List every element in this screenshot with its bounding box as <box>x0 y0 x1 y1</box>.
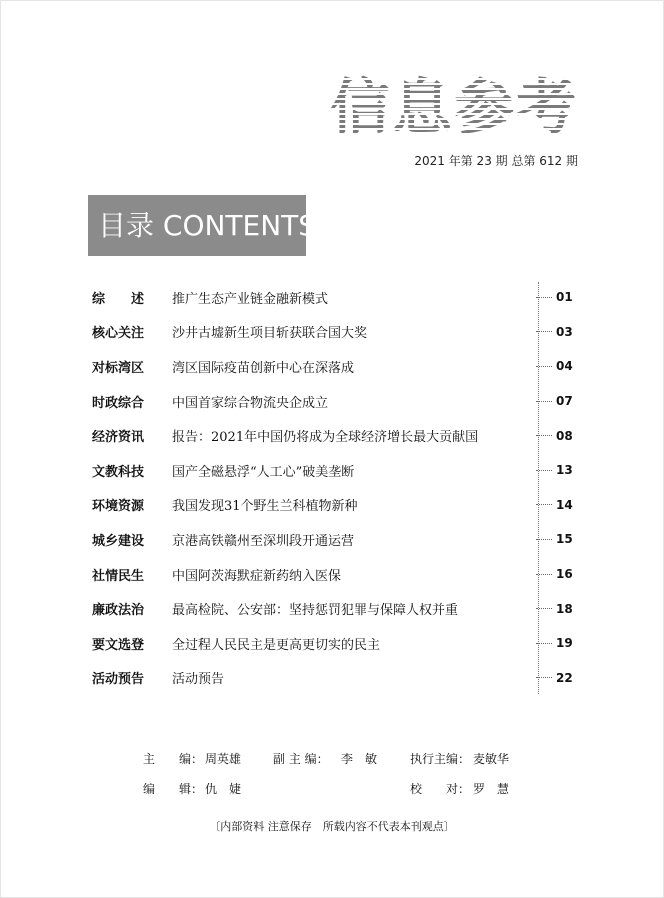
toc-page-number: 01 <box>556 290 573 305</box>
toc-section-label: 综 述 <box>92 291 145 307</box>
toc-leader-dots <box>536 331 552 332</box>
toc-leader-dots <box>536 504 552 505</box>
contents-banner: 目录 CONTENTS <box>88 195 306 256</box>
toc-page-number: 13 <box>556 463 573 478</box>
toc-section-label: 社情民生 <box>92 568 145 584</box>
toc-page-number: 16 <box>556 567 573 582</box>
toc-leader-dots <box>536 539 552 540</box>
writer-name: 仇 婕 <box>205 782 242 796</box>
toc-article-title[interactable]: 京港高铁赣州至深圳段开通运营 <box>172 533 355 549</box>
toc-article-title[interactable]: 最高检院、公安部：坚持惩罚犯罪与保障人权并重 <box>172 603 459 619</box>
toc-row[interactable] <box>92 488 582 523</box>
toc-row[interactable] <box>92 626 582 661</box>
toc-article-title[interactable]: 活动预告 <box>172 672 225 688</box>
toc-leader-dots <box>536 608 552 609</box>
proofreader-name: 罗 慧 <box>473 782 510 796</box>
toc-leader-dots <box>536 643 552 644</box>
proofreader-label: 校 对： <box>410 782 471 796</box>
toc-page-number: 15 <box>556 532 573 547</box>
toc-section-label: 对标湾区 <box>92 360 145 376</box>
toc-leader-dots <box>536 366 552 367</box>
writer-label: 编 辑： <box>143 782 204 796</box>
toc-row[interactable] <box>92 315 582 350</box>
toc-page-number: 18 <box>556 601 573 616</box>
toc-article-title[interactable]: 报告：2021年中国仍将成为全球经济增长最大贡献国 <box>172 430 479 446</box>
toc-article-title[interactable]: 中国阿茨海默症新药纳入医保 <box>172 568 342 584</box>
toc-section-label: 城乡建设 <box>92 533 145 549</box>
toc-leader-dots <box>536 677 552 678</box>
toc-article-title[interactable]: 中国首家综合物流央企成立 <box>172 395 329 411</box>
deputy-editor-name: 李 敏 <box>341 752 378 766</box>
executive-editor-label: 执行主编： <box>410 752 471 766</box>
toc-article-title[interactable]: 全过程人民民主是更高更切实的民主 <box>172 637 381 653</box>
toc-row[interactable] <box>92 280 582 315</box>
toc-row[interactable] <box>92 661 582 696</box>
editor-name: 周英雄 <box>205 752 242 766</box>
toc-section-label: 环境资源 <box>92 499 145 515</box>
toc-article-title[interactable]: 湾区国际疫苗创新中心在深落成 <box>172 360 355 376</box>
toc-leader-dots <box>536 435 552 436</box>
toc-leader-dots <box>536 401 552 402</box>
toc-page-number: 03 <box>556 324 573 339</box>
toc-section-label: 廉政法治 <box>92 603 145 619</box>
toc-section-label: 时政综合 <box>92 395 145 411</box>
toc-section-label: 核心关注 <box>92 326 145 342</box>
credit-row-1 <box>143 750 563 780</box>
toc-article-title[interactable]: 国产全磁悬浮“人工心”破美垄断 <box>172 464 355 480</box>
footer-note: 〔内部资料 注意保存 所载内容不代表本刊观点〕 <box>209 820 455 833</box>
toc-row[interactable] <box>92 418 582 453</box>
editor-label: 主 编： <box>143 752 204 766</box>
toc-page-number: 22 <box>556 670 573 685</box>
toc-page-number: 08 <box>556 428 573 443</box>
toc-article-title[interactable]: 沙井古墟新生项目斩获联合国大奖 <box>172 326 368 342</box>
toc-leader-dots <box>536 470 552 471</box>
toc-section-label: 文教科技 <box>92 464 145 480</box>
toc-article-title[interactable]: 我国发现31个野生兰科植物新种 <box>172 499 358 515</box>
executive-editor-name: 麦敏华 <box>473 752 510 766</box>
toc-row[interactable] <box>92 591 582 626</box>
toc-section-label: 活动预告 <box>92 672 145 688</box>
toc-page-number: 19 <box>556 636 573 651</box>
issue-number: 2021 年第 23 期 总第 612 期 <box>414 154 578 168</box>
toc-row[interactable] <box>92 349 582 384</box>
toc-section-label: 经济资讯 <box>92 430 145 446</box>
toc-article-title[interactable]: 推广生态产业链金融新模式 <box>172 291 329 307</box>
editorial-credits <box>143 750 563 810</box>
toc-leader-dots <box>536 574 552 575</box>
toc-section-label: 要文选登 <box>92 637 145 653</box>
toc-row[interactable] <box>92 453 582 488</box>
toc-page-number: 14 <box>556 497 573 512</box>
table-of-contents <box>92 280 582 695</box>
toc-page-number: 04 <box>556 359 573 374</box>
credit-row-2 <box>143 780 563 810</box>
toc-row[interactable] <box>92 384 582 419</box>
toc-row[interactable] <box>92 522 582 557</box>
toc-leader-dots <box>536 297 552 298</box>
toc-row[interactable] <box>92 557 582 592</box>
masthead-title: 信息参考 <box>330 70 578 146</box>
deputy-editor-label: 副 主 编： <box>273 752 329 766</box>
toc-page-number: 07 <box>556 394 573 409</box>
